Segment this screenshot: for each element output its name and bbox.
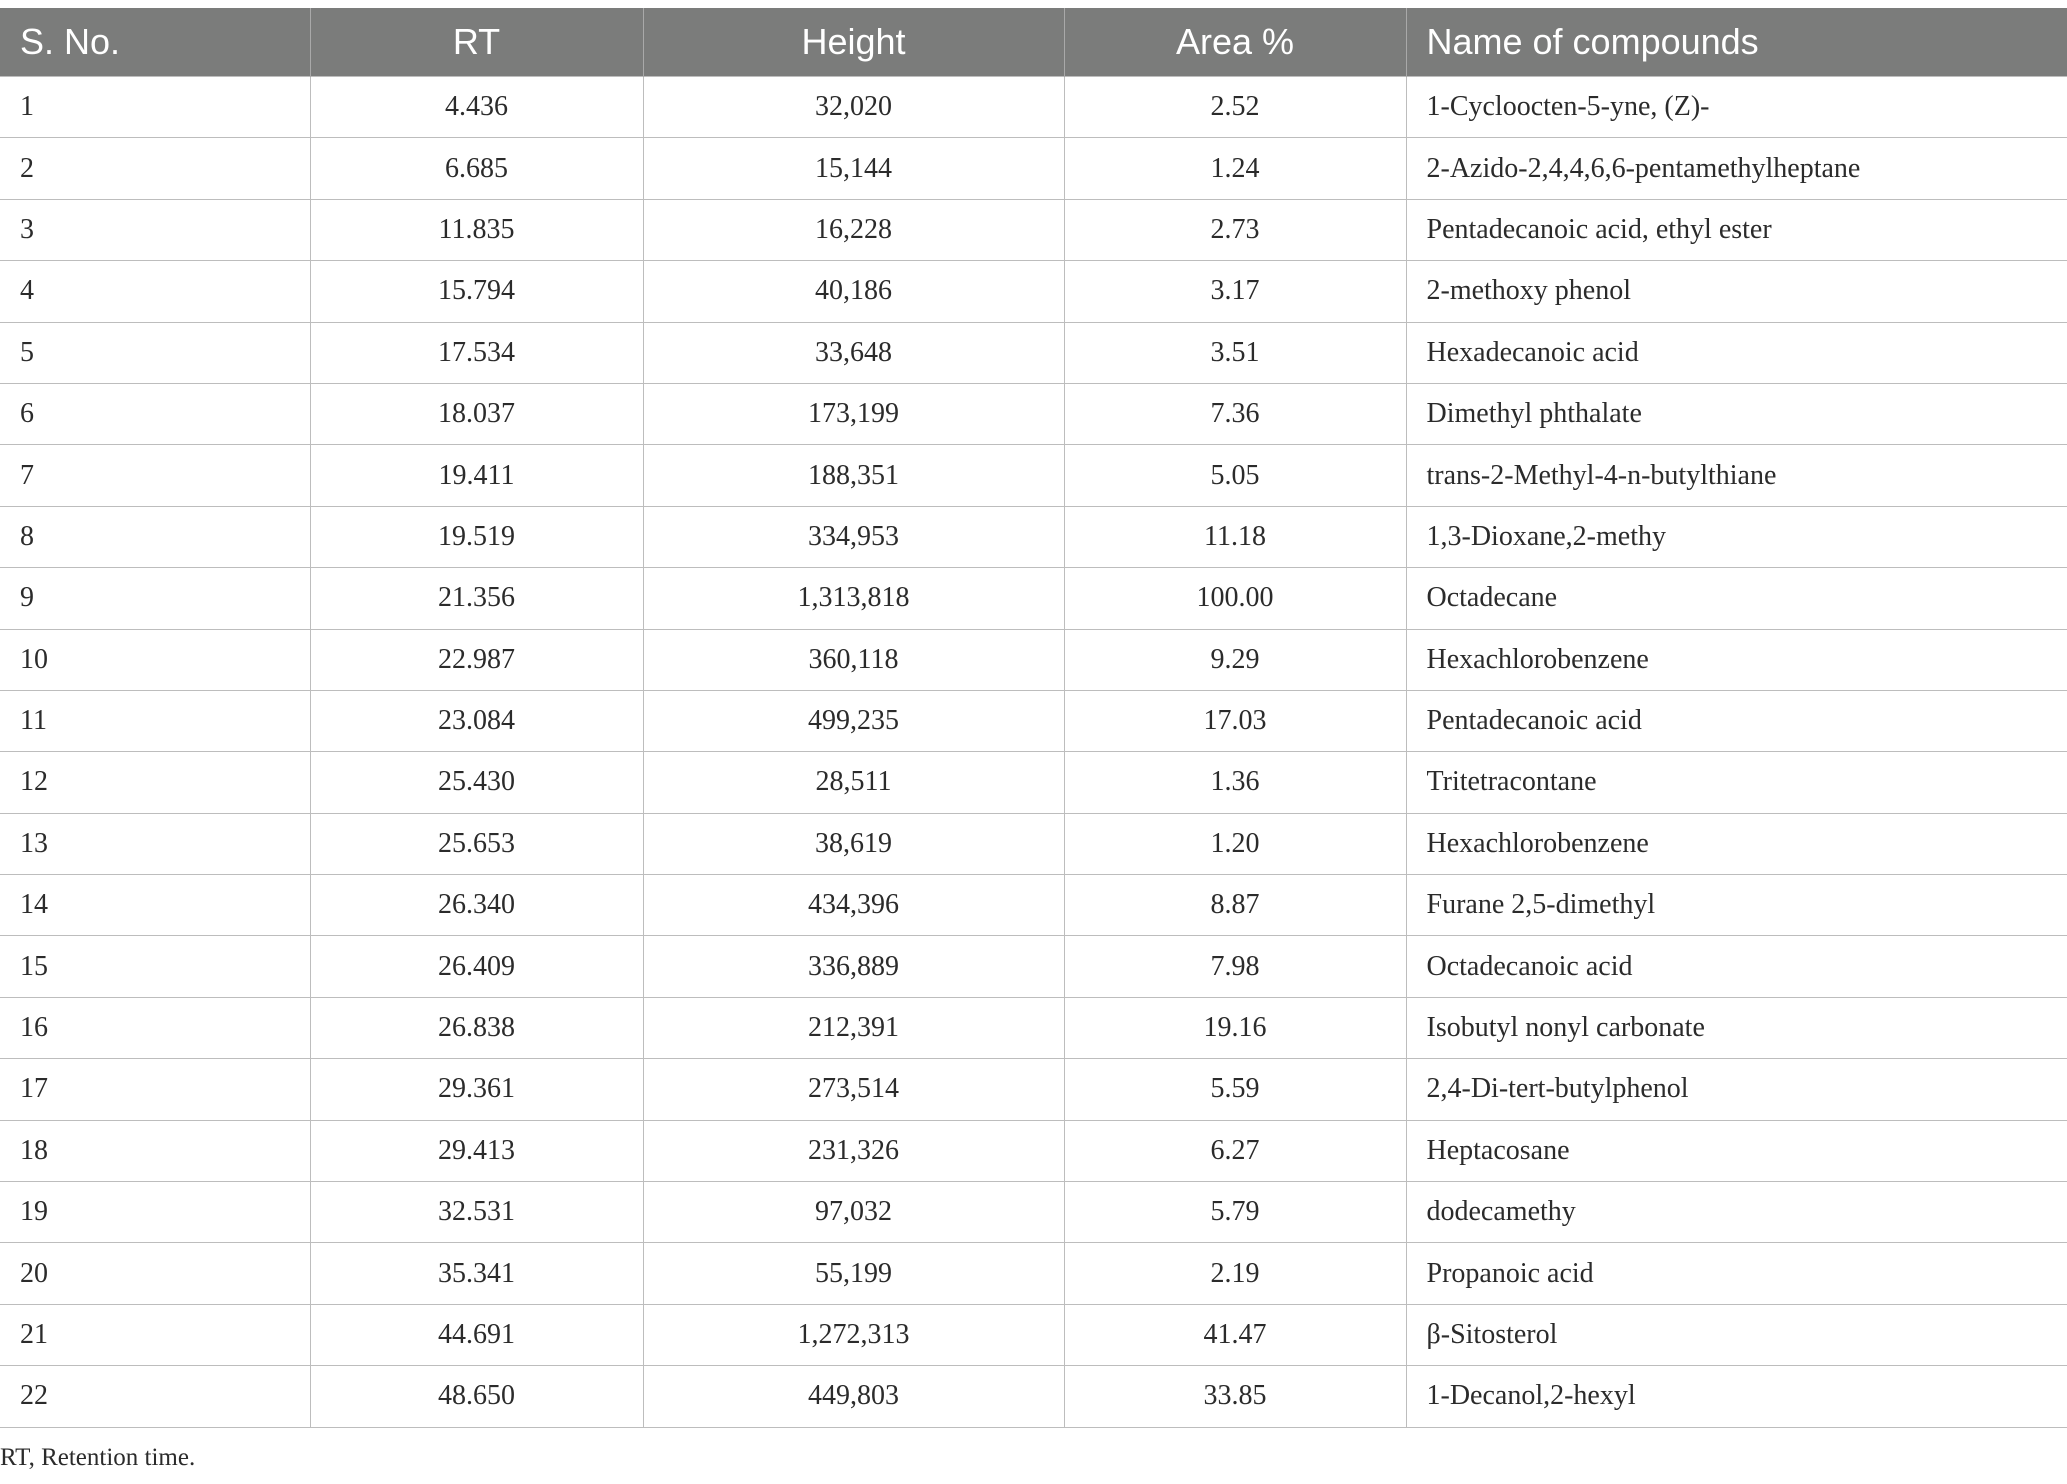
- cell-compound-name: Octadecane: [1406, 568, 2067, 629]
- compounds-table: [0, 8, 2067, 1428]
- cell-height: 212,391: [643, 997, 1064, 1058]
- cell-retention-time: 19.411: [310, 445, 643, 506]
- cell-compound-name: Hexachlorobenzene: [1406, 813, 2067, 874]
- cell-retention-time: 29.413: [310, 1120, 643, 1181]
- cell-compound-name: 1-Cycloocten-5-yne, (Z)-: [1406, 77, 2067, 138]
- cell-area-percent: 100.00: [1064, 568, 1406, 629]
- table-row: [0, 813, 2067, 874]
- cell-serial-number: 15: [0, 936, 310, 997]
- cell-area-percent: 2.52: [1064, 77, 1406, 138]
- table-body: [0, 77, 2067, 1428]
- cell-compound-name: trans-2-Methyl-4-n-butylthiane: [1406, 445, 2067, 506]
- cell-serial-number: 6: [0, 383, 310, 444]
- cell-retention-time: 32.531: [310, 1182, 643, 1243]
- cell-serial-number: 11: [0, 690, 310, 751]
- cell-height: 15,144: [643, 138, 1064, 199]
- cell-compound-name: Hexachlorobenzene: [1406, 629, 2067, 690]
- cell-height: 28,511: [643, 752, 1064, 813]
- cell-retention-time: 26.838: [310, 997, 643, 1058]
- cell-retention-time: 4.436: [310, 77, 643, 138]
- cell-serial-number: 7: [0, 445, 310, 506]
- cell-retention-time: 21.356: [310, 568, 643, 629]
- cell-retention-time: 11.835: [310, 199, 643, 260]
- cell-height: 449,803: [643, 1366, 1064, 1427]
- cell-serial-number: 14: [0, 875, 310, 936]
- header-height: Height: [643, 8, 1064, 77]
- cell-area-percent: 17.03: [1064, 690, 1406, 751]
- cell-height: 1,272,313: [643, 1304, 1064, 1365]
- cell-compound-name: 2-Azido-2,4,4,6,6-pentamethylheptane: [1406, 138, 2067, 199]
- cell-retention-time: 6.685: [310, 138, 643, 199]
- cell-area-percent: 33.85: [1064, 1366, 1406, 1427]
- cell-retention-time: 18.037: [310, 383, 643, 444]
- table-row: [0, 997, 2067, 1058]
- table-footnote: RT, Retention time.: [0, 1444, 196, 1471]
- table-row: [0, 875, 2067, 936]
- cell-height: 273,514: [643, 1059, 1064, 1120]
- cell-serial-number: 5: [0, 322, 310, 383]
- cell-compound-name: Pentadecanoic acid, ethyl ester: [1406, 199, 2067, 260]
- cell-serial-number: 21: [0, 1304, 310, 1365]
- cell-height: 231,326: [643, 1120, 1064, 1181]
- cell-retention-time: 35.341: [310, 1243, 643, 1304]
- cell-height: 33,648: [643, 322, 1064, 383]
- header-compound-name: Name of compounds: [1406, 8, 2067, 77]
- cell-compound-name: dodecamethy: [1406, 1182, 2067, 1243]
- cell-serial-number: 2: [0, 138, 310, 199]
- cell-compound-name: Pentadecanoic acid: [1406, 690, 2067, 751]
- table-row: [0, 1366, 2067, 1427]
- cell-compound-name: Heptacosane: [1406, 1120, 2067, 1181]
- table-row: [0, 629, 2067, 690]
- cell-serial-number: 1: [0, 77, 310, 138]
- cell-height: 499,235: [643, 690, 1064, 751]
- cell-height: 97,032: [643, 1182, 1064, 1243]
- cell-area-percent: 41.47: [1064, 1304, 1406, 1365]
- cell-retention-time: 29.361: [310, 1059, 643, 1120]
- cell-height: 40,186: [643, 261, 1064, 322]
- cell-area-percent: 19.16: [1064, 997, 1406, 1058]
- cell-serial-number: 13: [0, 813, 310, 874]
- table-row: [0, 199, 2067, 260]
- cell-serial-number: 22: [0, 1366, 310, 1427]
- table-row: [0, 1243, 2067, 1304]
- cell-area-percent: 8.87: [1064, 875, 1406, 936]
- cell-compound-name: Furane 2,5-dimethyl: [1406, 875, 2067, 936]
- table-row: [0, 322, 2067, 383]
- table-row: [0, 261, 2067, 322]
- header-area-percent: Area %: [1064, 8, 1406, 77]
- cell-serial-number: 10: [0, 629, 310, 690]
- table-row: [0, 1120, 2067, 1181]
- cell-retention-time: 48.650: [310, 1366, 643, 1427]
- cell-serial-number: 17: [0, 1059, 310, 1120]
- cell-compound-name: 1-Decanol,2-hexyl: [1406, 1366, 2067, 1427]
- cell-serial-number: 20: [0, 1243, 310, 1304]
- cell-area-percent: 9.29: [1064, 629, 1406, 690]
- table-row: [0, 690, 2067, 751]
- cell-serial-number: 16: [0, 997, 310, 1058]
- cell-height: 1,313,818: [643, 568, 1064, 629]
- table-row: [0, 383, 2067, 444]
- cell-retention-time: 44.691: [310, 1304, 643, 1365]
- cell-height: 434,396: [643, 875, 1064, 936]
- cell-retention-time: 26.409: [310, 936, 643, 997]
- cell-serial-number: 3: [0, 199, 310, 260]
- cell-height: 16,228: [643, 199, 1064, 260]
- cell-area-percent: 6.27: [1064, 1120, 1406, 1181]
- cell-area-percent: 5.79: [1064, 1182, 1406, 1243]
- cell-retention-time: 25.430: [310, 752, 643, 813]
- table-row: [0, 1304, 2067, 1365]
- cell-area-percent: 11.18: [1064, 506, 1406, 567]
- cell-serial-number: 18: [0, 1120, 310, 1181]
- cell-compound-name: β-Sitosterol: [1406, 1304, 2067, 1365]
- table-row: [0, 752, 2067, 813]
- cell-retention-time: 19.519: [310, 506, 643, 567]
- cell-compound-name: Isobutyl nonyl carbonate: [1406, 997, 2067, 1058]
- header-retention-time: RT: [310, 8, 643, 77]
- cell-compound-name: Propanoic acid: [1406, 1243, 2067, 1304]
- cell-serial-number: 12: [0, 752, 310, 813]
- table-header: [0, 8, 2067, 77]
- cell-height: 360,118: [643, 629, 1064, 690]
- table-row: [0, 936, 2067, 997]
- cell-height: 188,351: [643, 445, 1064, 506]
- cell-compound-name: Octadecanoic acid: [1406, 936, 2067, 997]
- cell-serial-number: 9: [0, 568, 310, 629]
- table-row: [0, 1182, 2067, 1243]
- cell-height: 336,889: [643, 936, 1064, 997]
- table-row: [0, 77, 2067, 138]
- cell-compound-name: 2-methoxy phenol: [1406, 261, 2067, 322]
- cell-compound-name: 2,4-Di-tert-butylphenol: [1406, 1059, 2067, 1120]
- cell-serial-number: 19: [0, 1182, 310, 1243]
- cell-compound-name: Tritetracontane: [1406, 752, 2067, 813]
- header-serial-number: S. No.: [0, 8, 310, 77]
- cell-area-percent: 3.51: [1064, 322, 1406, 383]
- cell-height: 173,199: [643, 383, 1064, 444]
- cell-retention-time: 26.340: [310, 875, 643, 936]
- table-row: [0, 1059, 2067, 1120]
- cell-serial-number: 8: [0, 506, 310, 567]
- cell-area-percent: 7.98: [1064, 936, 1406, 997]
- cell-height: 55,199: [643, 1243, 1064, 1304]
- table-row: [0, 568, 2067, 629]
- cell-area-percent: 1.24: [1064, 138, 1406, 199]
- cell-serial-number: 4: [0, 261, 310, 322]
- table-row: [0, 506, 2067, 567]
- table-row: [0, 138, 2067, 199]
- cell-area-percent: 2.19: [1064, 1243, 1406, 1304]
- cell-area-percent: 3.17: [1064, 261, 1406, 322]
- cell-area-percent: 5.05: [1064, 445, 1406, 506]
- cell-height: 38,619: [643, 813, 1064, 874]
- cell-height: 334,953: [643, 506, 1064, 567]
- cell-retention-time: 23.084: [310, 690, 643, 751]
- table-row: [0, 445, 2067, 506]
- cell-area-percent: 7.36: [1064, 383, 1406, 444]
- cell-retention-time: 25.653: [310, 813, 643, 874]
- cell-area-percent: 5.59: [1064, 1059, 1406, 1120]
- cell-height: 32,020: [643, 77, 1064, 138]
- cell-compound-name: Hexadecanoic acid: [1406, 322, 2067, 383]
- cell-area-percent: 2.73: [1064, 199, 1406, 260]
- compounds-table-container: [0, 8, 2067, 1428]
- header-row: [0, 8, 2067, 77]
- cell-area-percent: 1.20: [1064, 813, 1406, 874]
- cell-retention-time: 17.534: [310, 322, 643, 383]
- cell-retention-time: 22.987: [310, 629, 643, 690]
- cell-retention-time: 15.794: [310, 261, 643, 322]
- cell-compound-name: 1,3-Dioxane,2-methy: [1406, 506, 2067, 567]
- cell-area-percent: 1.36: [1064, 752, 1406, 813]
- cell-compound-name: Dimethyl phthalate: [1406, 383, 2067, 444]
